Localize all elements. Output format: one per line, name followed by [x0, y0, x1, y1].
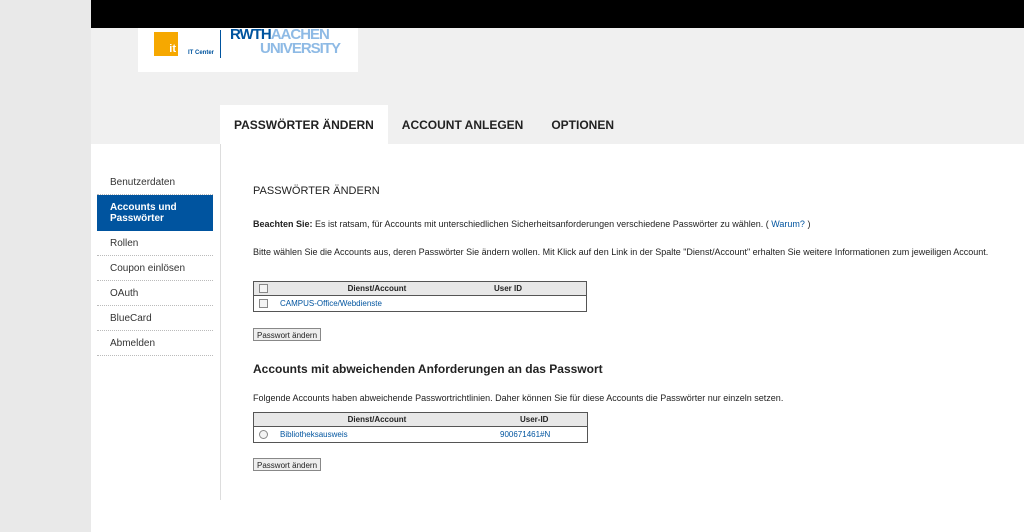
- sidebar-divider: [220, 144, 221, 500]
- section-description: Folgende Accounts haben abweichende Passwortrichtlinien. Daher können Sie für diese Accounts die Passwörter nur einzeln setzen.: [253, 393, 784, 403]
- passwort-aendern-button-2[interactable]: Passwort ändern: [253, 458, 321, 471]
- sidebar-item-benutzerdaten[interactable]: Benutzerdaten: [97, 170, 213, 195]
- top-bar: [91, 0, 1024, 28]
- select-all-checkbox[interactable]: [259, 284, 268, 293]
- tab-optionen[interactable]: OPTIONEN: [551, 117, 615, 132]
- column-header-account: Dienst/Account: [272, 282, 482, 296]
- sidebar-item-abmelden[interactable]: Abmelden: [97, 331, 213, 356]
- row-select-cell: [254, 427, 273, 443]
- section-title-abweichende-anforderungen: Accounts mit abweichenden Anforderungen an das Passwort: [253, 362, 603, 376]
- row-checkbox[interactable]: [259, 299, 268, 308]
- hint-text: Es ist ratsam, für Accounts mit unterschiedlichen Sicherheitsanforderungen verschiedene Passwörter zu wählen. (: [312, 219, 772, 229]
- account-cell: [272, 296, 482, 312]
- hint-label: Beachten Sie:: [253, 219, 313, 229]
- it-center-logo-icon: [154, 32, 178, 56]
- tab-account-anlegen[interactable]: ACCOUNT ANLEGEN: [401, 117, 524, 132]
- sidebar-item-oauth[interactable]: OAuth: [97, 281, 213, 306]
- table-row: [254, 427, 588, 443]
- sidebar-item-coupon-einloesen[interactable]: Coupon einlösen: [97, 256, 213, 281]
- column-header-user-id: User ID: [482, 282, 587, 296]
- it-center-label: IT Center: [188, 50, 215, 56]
- left-gutter: [0, 0, 91, 532]
- it-mark: it: [169, 43, 176, 55]
- instruction-text: Bitte wählen Sie die Accounts aus, deren Passwörter Sie ändern wollen. Mit Klick auf den Link in der Spalte "Dienst/Account" erhalten Sie weitere Informationen zum jeweiligen Account.: [253, 247, 989, 257]
- main-tabs: [220, 105, 628, 144]
- logo-divider: [220, 30, 221, 58]
- row-radio[interactable]: [259, 430, 268, 439]
- university-label: UNIVERSITY: [260, 40, 341, 57]
- account-link-campus-office[interactable]: CAMPUS-Office/Webdienste: [280, 299, 382, 308]
- table-header-row: [254, 282, 587, 296]
- column-header-account: Dienst/Account: [272, 413, 482, 427]
- sidebar-item-accounts-und-passwoerter[interactable]: Accounts und Passwörter: [97, 195, 213, 231]
- user-id-link[interactable]: 900671461#N: [500, 430, 551, 439]
- table-row: [254, 296, 587, 312]
- hint-end: ): [804, 219, 811, 229]
- column-header-user-id: User-ID: [482, 413, 588, 427]
- account-link-bibliotheksausweis[interactable]: Bibliotheksausweis: [280, 430, 348, 439]
- rwth-logo[interactable]: [138, 28, 358, 72]
- page-title: PASSWÖRTER ÄNDERN: [253, 185, 380, 197]
- sidebar-item-bluecard[interactable]: BlueCard: [97, 306, 213, 331]
- header-spacer: [254, 413, 273, 427]
- table-header-row: [254, 413, 588, 427]
- tab-passwoerter-aendern[interactable]: PASSWÖRTER ÄNDERN: [220, 105, 388, 144]
- warum-link[interactable]: Warum?: [771, 219, 805, 229]
- user-id-cell: [482, 296, 587, 312]
- sidebar-item-rollen[interactable]: Rollen: [97, 231, 213, 256]
- special-accounts-table: [253, 412, 588, 443]
- aachen-label: AACHEN: [270, 26, 329, 43]
- row-select-cell: [254, 296, 273, 312]
- account-cell: [272, 427, 482, 443]
- hint-note: [253, 219, 810, 229]
- passwort-aendern-button[interactable]: Passwort ändern: [253, 328, 321, 341]
- select-all-cell: [254, 282, 273, 296]
- accounts-table: [253, 281, 587, 312]
- sidebar: [97, 170, 213, 356]
- rwth-label: RWTH: [230, 26, 271, 43]
- user-id-cell: [482, 427, 588, 443]
